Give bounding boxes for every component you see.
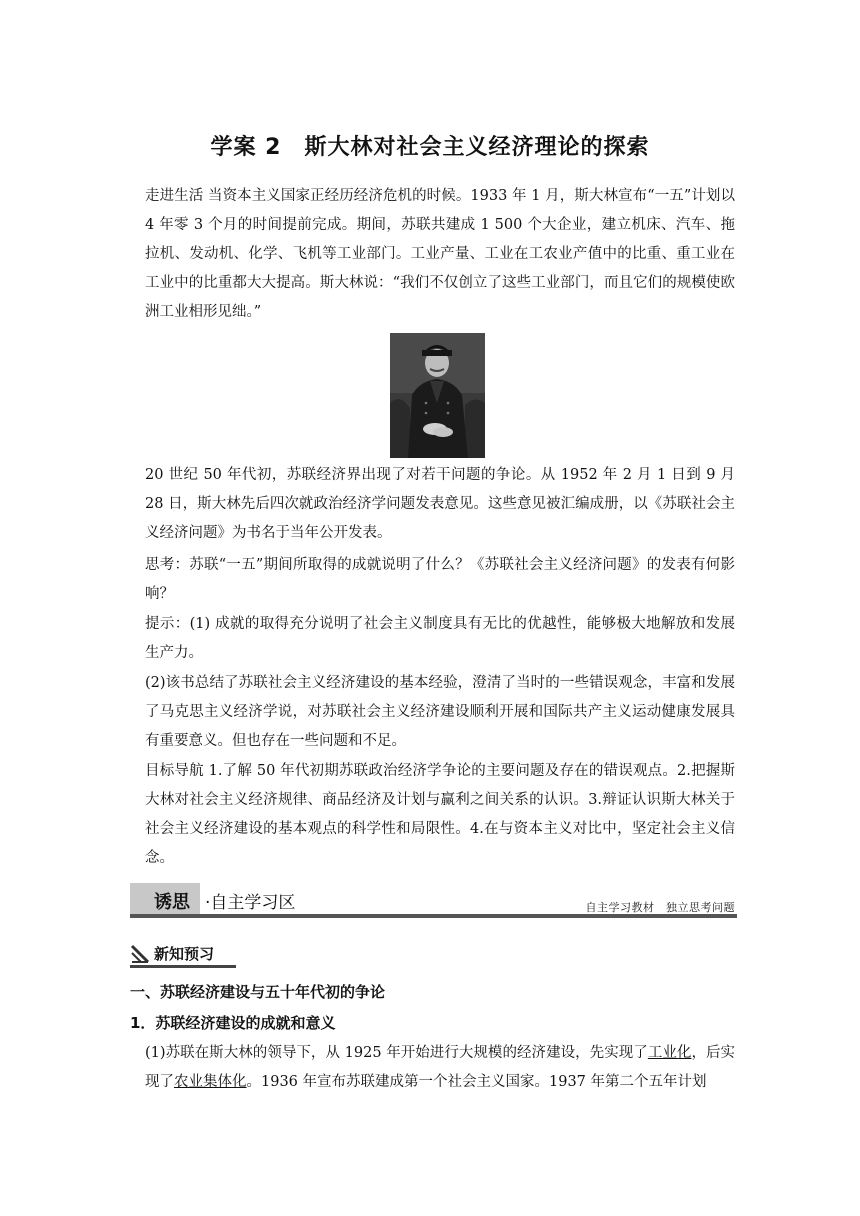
section-underline bbox=[130, 965, 236, 968]
body-text-2: ，后实现了 bbox=[145, 1045, 736, 1090]
body-paragraph bbox=[145, 1039, 735, 1097]
section-banner bbox=[130, 883, 737, 918]
body-text-3: 。1936 年宣布苏联建成第一个社会主义国家。1937 年第二个五年计划 bbox=[246, 1074, 707, 1090]
slash-icon bbox=[130, 944, 150, 964]
page-title: 学案 2 斯大林对社会主义经济理论的探索 bbox=[210, 135, 650, 160]
section-header bbox=[130, 940, 236, 968]
hint-2: (2)该书总结了苏联社会主义经济建设的基本经验，澄清了当时的一些错误观念，丰富和发展了马克思主义经济学说，对苏联社会主义经济建设顺利开展和国际共产主义运动健康发展具有重要意义。但也存在一些问题和不足。 bbox=[145, 675, 735, 749]
section-title: 新知预习 bbox=[154, 945, 215, 963]
stalin-photo bbox=[390, 333, 485, 458]
underlined-term-industrialization: 工业化 bbox=[647, 1045, 692, 1061]
banner-tab-label: 诱思 bbox=[154, 892, 190, 913]
hint-1: 提示：(1) 成就的取得充分说明了社会主义制度具有无比的优越性，能够极大地解放和发展生产力。 bbox=[145, 616, 735, 661]
goal-paragraph: 目标导航 1.了解 50 年代初期苏联政治经济学争论的主要问题及存在的错误观点。2.把握斯大林对社会主义经济规律、商品经济及计划与赢利之间关系的认识。3.辩证认识斯大林关于社会主义经济建设的基本观点的科学性和局限性。4.在与资本主义对比中，坚定社会主义信念。 bbox=[145, 763, 735, 866]
think-question: 思考：苏联“一五”期间所取得的成就说明了什么？《苏联社会主义经济问题》的发表有何影响？ bbox=[145, 557, 735, 602]
underlined-term-collectivization: 农业集体化 bbox=[174, 1074, 247, 1090]
banner-rule bbox=[130, 914, 737, 918]
heading-2: 1．苏联经济建设的成就和意义 bbox=[130, 1014, 336, 1032]
banner-area-label: ·自主学习区 bbox=[205, 893, 296, 913]
body-text-1: (1)苏联在斯大林的领导下，从 1925 年开始进行大规模的经济建设，先实现了 bbox=[145, 1045, 648, 1061]
context-paragraph: 20 世纪 50 年代初，苏联经济界出现了对若干问题的争论。从 1952 年 2 月 1 日到 9 月 28 日，斯大林先后四次就政治经济学问题发表意见。这些意见被汇编成册，以《苏联社会主义经济问题》为书名于当年公开发表。 bbox=[145, 467, 735, 541]
intro-paragraph: 走进生活 当资本主义国家正经历经济危机的时候。1933 年 1 月，斯大林宣布“一五”计划以 4 年零 3 个月的时间提前完成。期间，苏联共建成 1 500 个大企业，建立机床、汽车、拖拉机、发动机、化学、飞机等工业部门。工业产量、工业在工农业产值中的比重、重工业在工业中的比重都大大提高。斯大林说：“我们不仅创立了这些工业部门，而且它们的规模使欧洲工业相形见绌。” bbox=[145, 188, 735, 320]
heading-1: 一、苏联经济建设与五十年代初的争论 bbox=[130, 983, 386, 1001]
banner-right-text: 自主学习教材 独立思考问题 bbox=[585, 901, 735, 914]
